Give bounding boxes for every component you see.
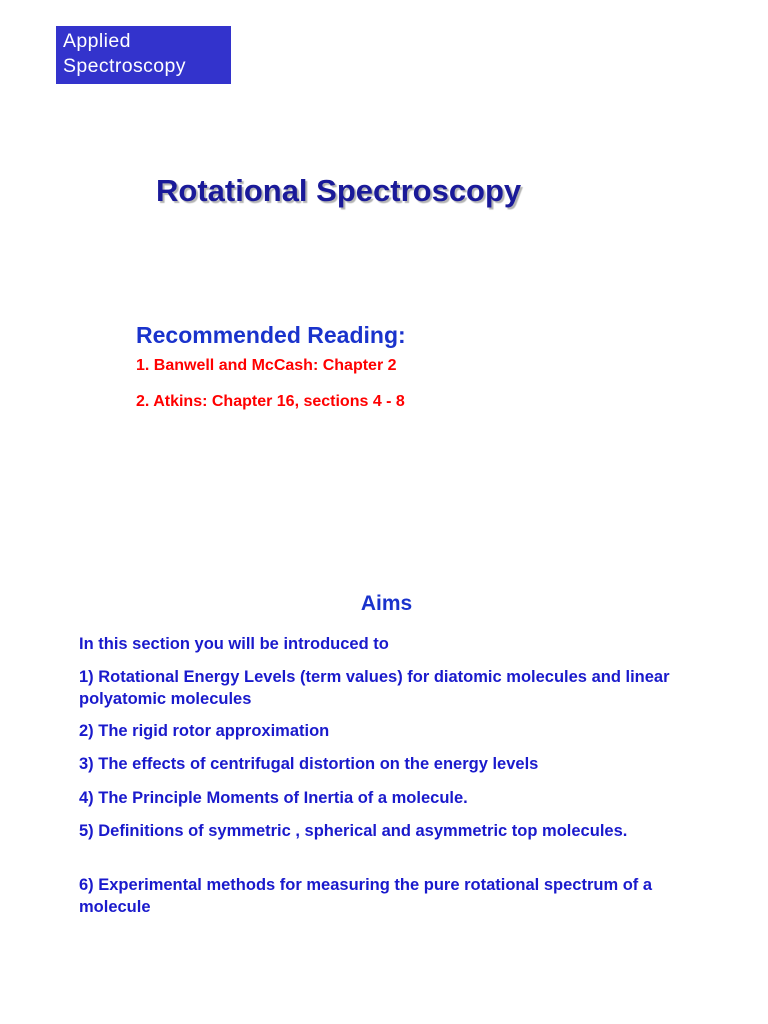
aim-item-5: 5) Definitions of symmetric , spherical and asymmetric top molecules. bbox=[79, 822, 628, 840]
badge-line-2: Spectroscopy bbox=[63, 55, 186, 77]
aim-item-6: 6) Experimental methods for measuring the pure rotational spectrum of a molecule bbox=[79, 876, 653, 916]
aim-item-2: 2) The rigid rotor approximation bbox=[79, 722, 330, 740]
aims-heading: Aims bbox=[360, 592, 413, 615]
recommended-reading-heading: Recommended Reading: bbox=[136, 322, 406, 348]
reading-item-2: 2. Atkins: Chapter 16, sections 4 - 8 bbox=[136, 393, 405, 410]
course-badge bbox=[56, 26, 231, 84]
badge-line-1: Applied bbox=[63, 30, 131, 52]
aim-item-4: 4) The Principle Moments of Inertia of a molecule. bbox=[79, 789, 468, 807]
aim-item-1: 1) Rotational Energy Levels (term values) for diatomic molecules and linear polyatomic molecules bbox=[79, 668, 670, 708]
reading-item-1: 1. Banwell and McCash: Chapter 2 bbox=[136, 357, 397, 374]
aims-intro: In this section you will be introduced to bbox=[79, 635, 389, 653]
page-title: Rotational Spectroscopy bbox=[156, 173, 522, 208]
aim-item-3: 3) The effects of centrifugal distortion on the energy levels bbox=[79, 755, 539, 773]
